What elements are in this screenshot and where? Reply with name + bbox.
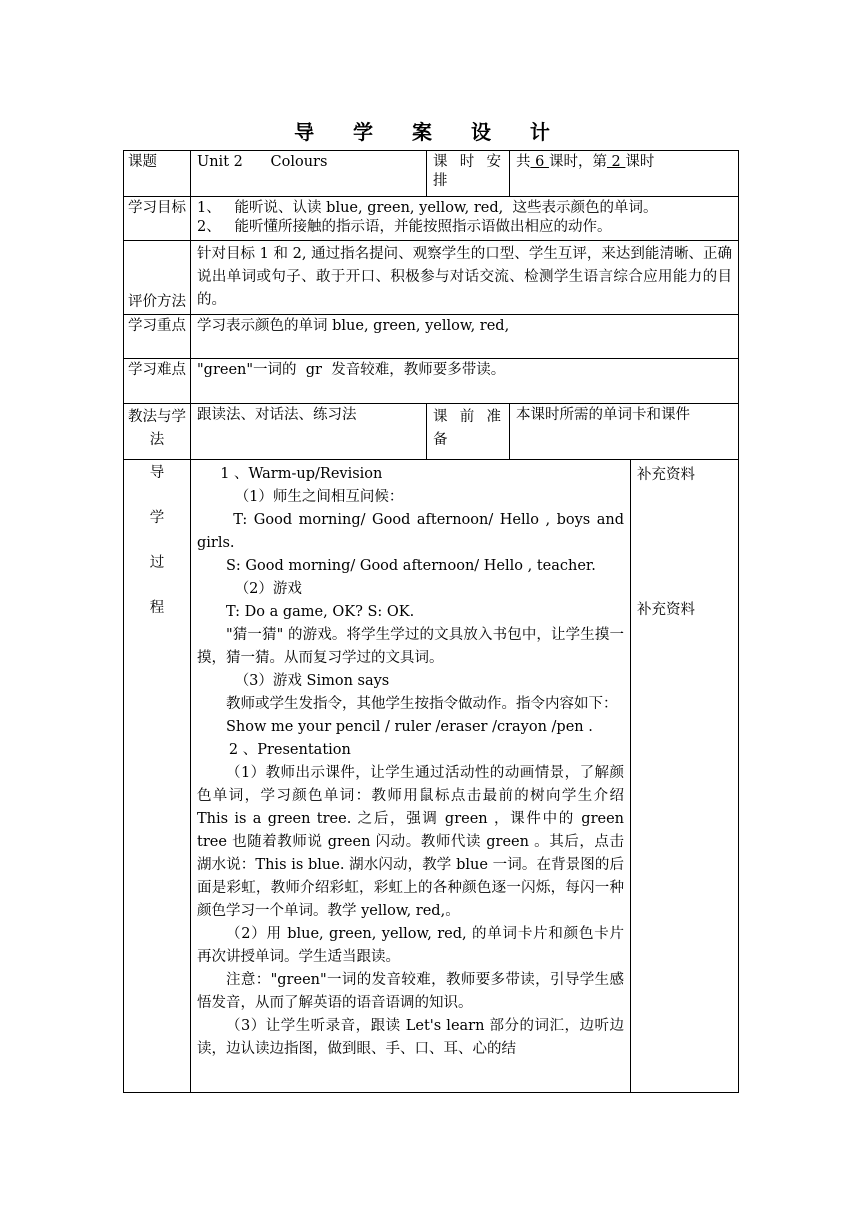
topic-label: 课题 bbox=[124, 151, 191, 197]
row-topic bbox=[124, 151, 739, 197]
topic-value: Unit 2 Colours bbox=[191, 151, 427, 197]
process-label bbox=[124, 460, 191, 1093]
difficulty-label: 学习难点 bbox=[124, 359, 191, 404]
process-line: （3）让学生听录音，跟读 Let's learn 部分的词汇，边听边读，边认读边指图，做到眼、手、口、耳、心的结 bbox=[197, 1018, 624, 1057]
lesson-plan-table bbox=[123, 150, 739, 1093]
process-label-char: 程 bbox=[149, 600, 165, 616]
page-title: 导 学 案 设 计 bbox=[294, 120, 566, 144]
process-line: 教师或学生发指令，其他学生按指令做动作。指令内容如下： bbox=[226, 696, 618, 712]
process-line: T: Good morning/ Good afternoon/ Hello , boys and girls. bbox=[197, 512, 624, 551]
focus-value: 学习表示颜色的单词 blue, green, yellow, red, bbox=[191, 315, 739, 359]
process-line: "猜一猜" 的游戏。将学生学过的文具放入书包中，让学生摸一摸，猜一猜。从而复习学过的文具词。 bbox=[197, 627, 624, 666]
process-side-notes bbox=[631, 460, 739, 1093]
prep-label: 课 前 准 备 bbox=[427, 404, 510, 460]
process-line: （2）游戏 bbox=[234, 581, 302, 597]
goals-value bbox=[191, 197, 739, 241]
method-label: 教法与学法 bbox=[124, 404, 191, 460]
evaluation-label: 评价方法 bbox=[124, 241, 191, 315]
row-process bbox=[124, 460, 739, 1093]
hours-current: 2 bbox=[606, 154, 626, 170]
process-line: Show me your pencil / ruler /eraser /crayon /pen . bbox=[226, 719, 593, 735]
process-label-char: 学 bbox=[149, 510, 165, 526]
prep-value: 本课时所需的单词卡和课件 bbox=[510, 404, 739, 460]
side-note: 补充资料 bbox=[637, 467, 695, 483]
row-method bbox=[124, 404, 739, 460]
process-line: （2）用 blue, green, yellow, red, 的单词卡片和颜色卡片再次讲授单词。学生适当跟读。 bbox=[197, 926, 624, 965]
row-goals bbox=[124, 197, 739, 241]
row-focus bbox=[124, 315, 739, 359]
process-line: 注意："green"一词的发音较难，教师要多带读，引导学生感悟发音，从而了解英语的语音语调的知识。 bbox=[197, 972, 624, 1011]
process-line: 2 、Presentation bbox=[228, 742, 351, 758]
goals-label: 学习目标 bbox=[124, 197, 191, 241]
process-line: 1 、Warm-up/Revision bbox=[220, 466, 383, 482]
process-line: （1）师生之间相互问候： bbox=[234, 489, 404, 505]
row-difficulty bbox=[124, 359, 739, 404]
goal-item: 1、 能听说、认读 blue, green, yellow, red, 这些表示颜色的单词。 bbox=[197, 200, 658, 216]
process-line: T: Do a game, OK? S: OK. bbox=[226, 604, 415, 620]
hours-mid: 课时，第 bbox=[548, 154, 607, 170]
evaluation-value: 针对目标 1 和 2, 通过指名提问、观察学生的口型、学生互评，来达到能清晰、正确说出单词或句子、敢于开口、积极参与对话交流、检测学生语言综合应用能力的目的。 bbox=[191, 241, 739, 315]
row-evaluation bbox=[124, 241, 739, 315]
hours-label: 课 时 安 排 bbox=[427, 151, 510, 197]
method-value: 跟读法、对话法、练习法 bbox=[191, 404, 427, 460]
side-note: 补充资料 bbox=[637, 602, 695, 618]
hours-post: 课时 bbox=[625, 154, 655, 170]
focus-label: 学习重点 bbox=[124, 315, 191, 359]
process-line: S: Good morning/ Good afternoon/ Hello , teacher. bbox=[226, 558, 596, 574]
process-line: （3）游戏 Simon says bbox=[234, 673, 390, 689]
hours-total: 6 bbox=[530, 154, 549, 170]
hours-value bbox=[510, 151, 739, 197]
process-content bbox=[191, 460, 631, 1093]
process-label-char: 过 bbox=[149, 555, 165, 571]
goal-item: 2、 能听懂所接触的指示语，并能按照指示语做出相应的动作。 bbox=[197, 219, 612, 235]
process-line: （1）教师出示课件，让学生通过活动性的动画情景，了解颜色单词，学习颜色单词：教师用鼠标点击最前的树向学生介绍 This is a green tree. 之后，强调 green ，课件中的 green tree 也随着教师说 green 闪动。教师代读 green 。其后，点击湖水说：This is blue. 湖水闪动，教学 blue 一词。在背景图的后面是彩虹，教师介绍彩虹，彩虹上的各种颜色逐一闪烁，每闪一种颜色学习一个单词。教学 yellow, red,。 bbox=[197, 765, 624, 919]
difficulty-value: "green"一词的 gr 发音较难，教师要多带读。 bbox=[191, 359, 739, 404]
hours-pre: 共 bbox=[516, 154, 531, 170]
process-label-char: 导 bbox=[149, 465, 165, 481]
